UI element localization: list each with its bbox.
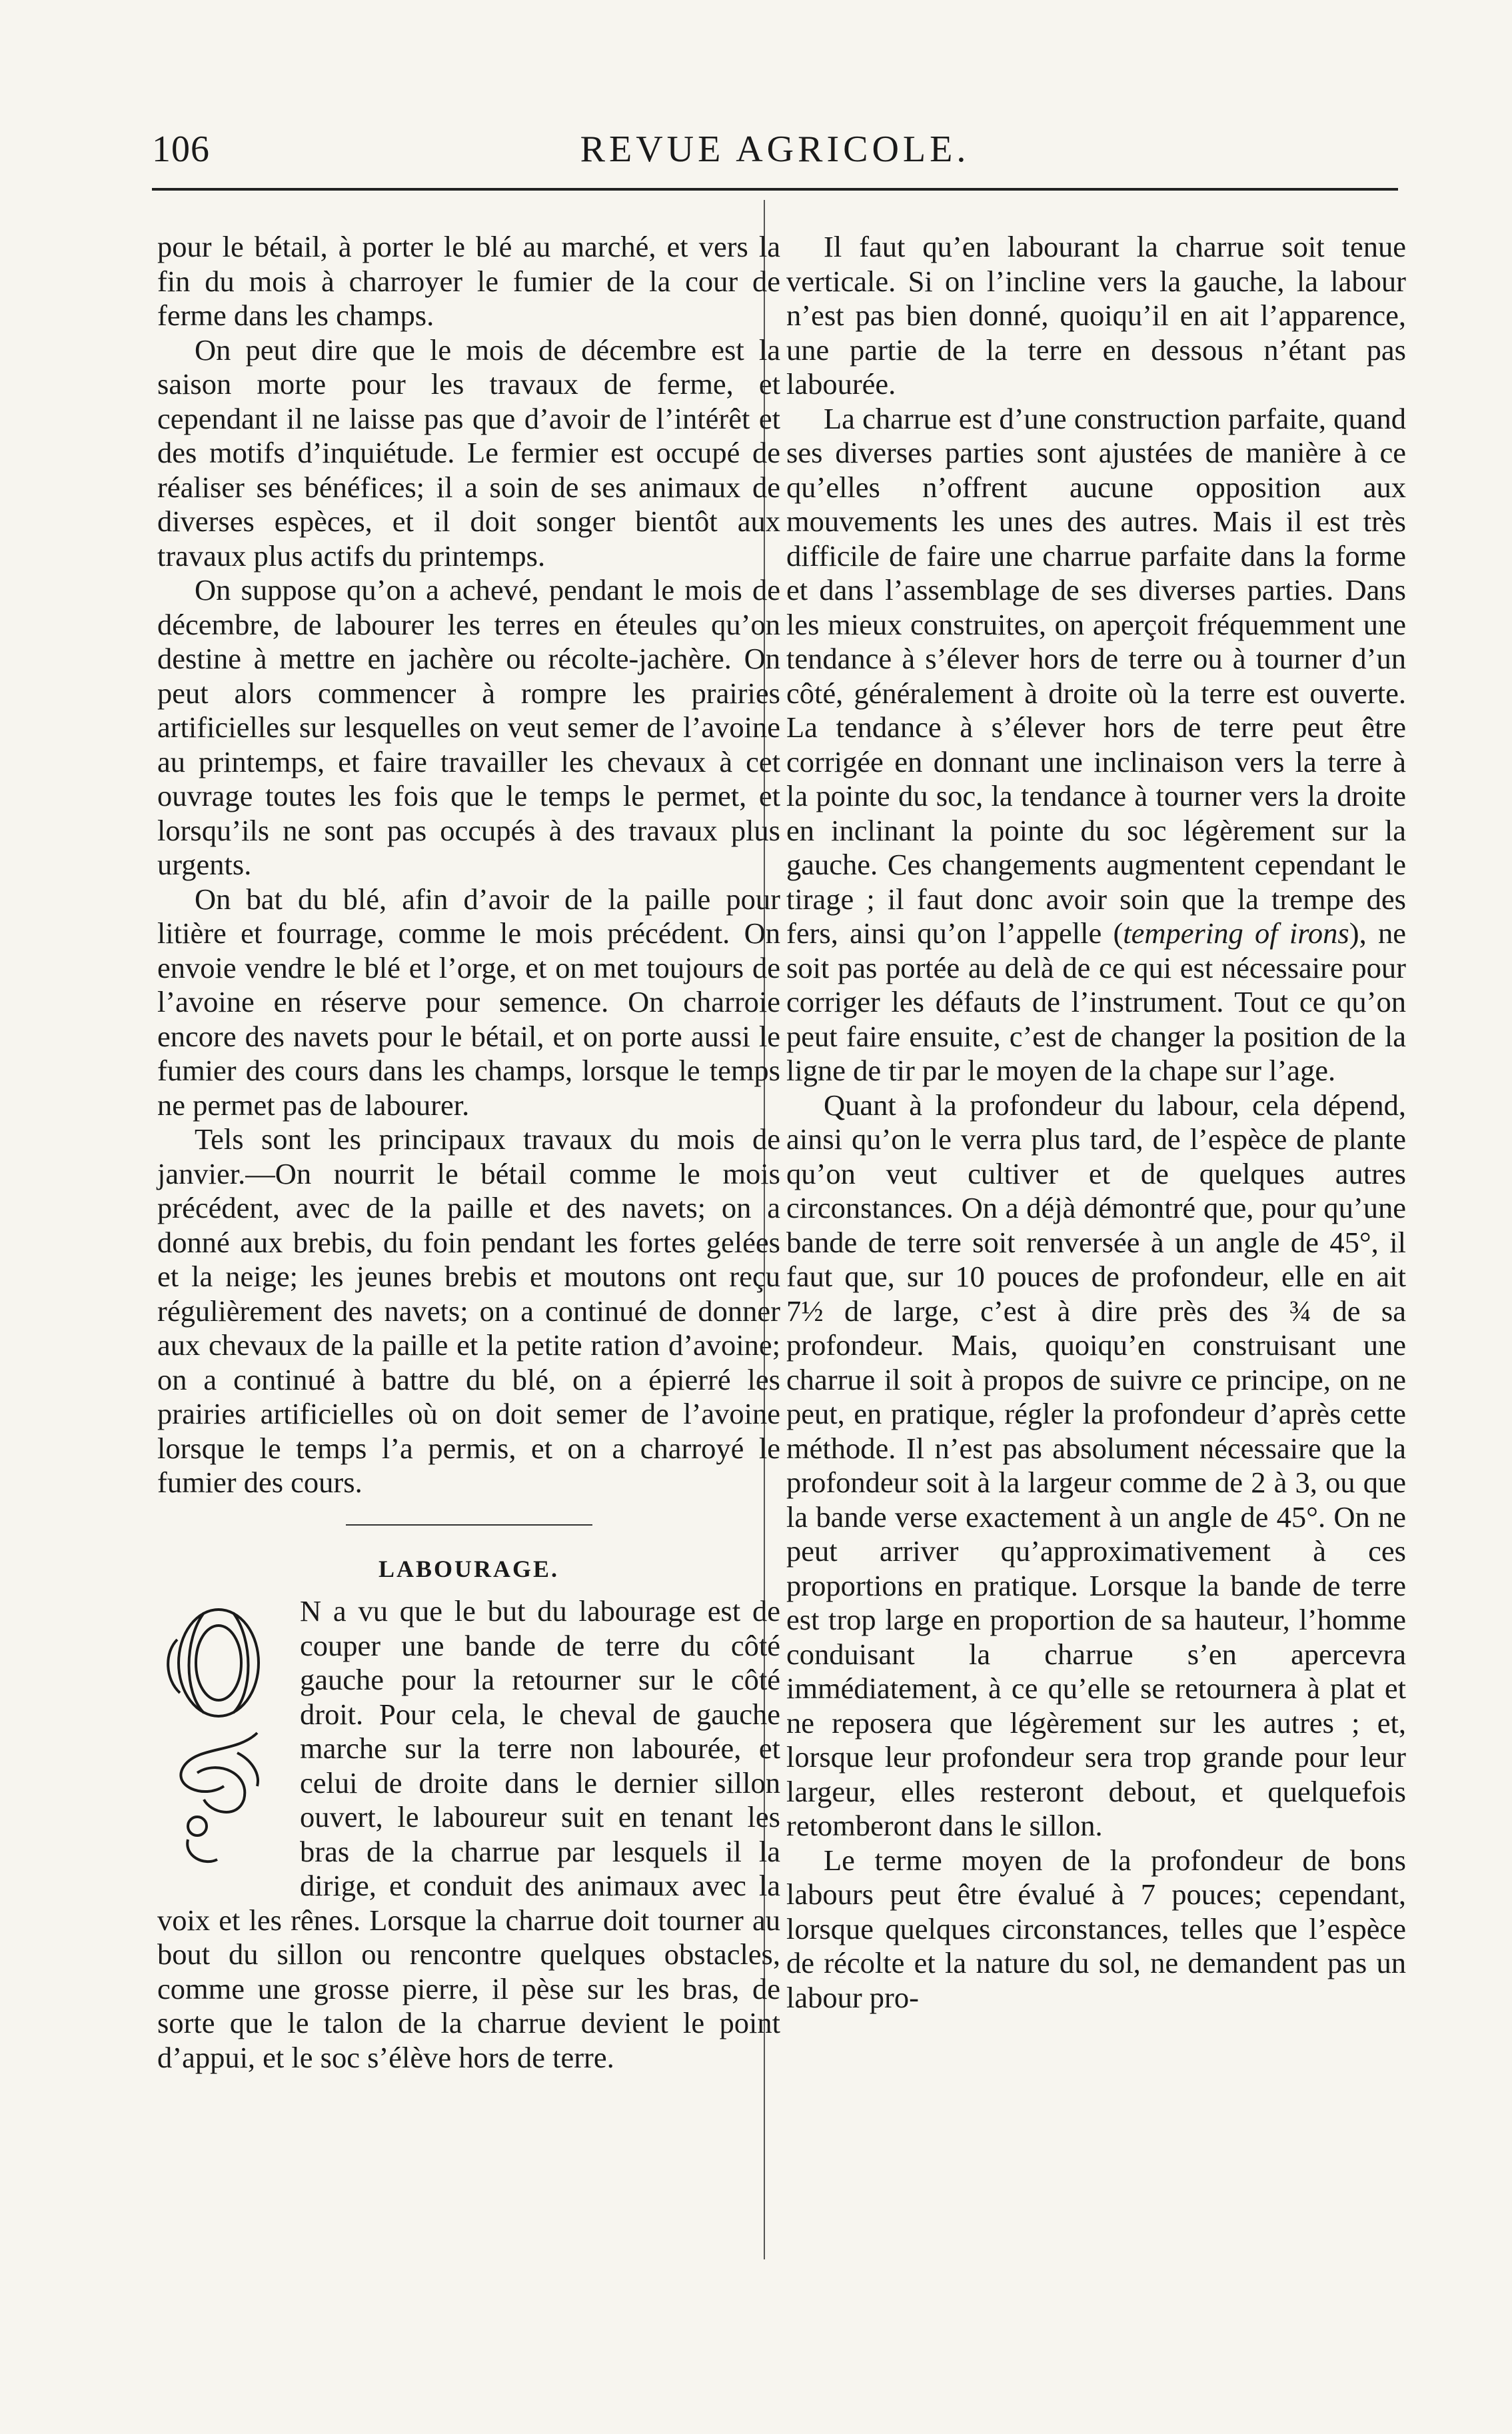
header-rule bbox=[152, 188, 1398, 191]
paragraph: On bat du blé, afin d’avoir de la paille pour litière et fourrage, comme le mois précédent. On envoie vendre le blé et l’orge, et on met toujours de l’avoine en réserve pour semence. On charroie encore des navets pour le bétail, et on porte aussi le fumier des cours dans les champs, lorsque le temps ne permet pas de labourer. bbox=[157, 882, 780, 1122]
paragraph: On suppose qu’on a achevé, pendant le mois de décembre, de labourer les terres en éteules qu’on destine à mettre en jachère ou récolte-jachère. On peut alors commencer à rompre les prairies artificielles sur lesquelles on veut semer de l’avoine au printemps, et faire travailler les chevaux à cet ouvrage toutes les fois que le temps le permet, et lorsqu’ils ne sont pas occupés à des travaux plus urgents. bbox=[157, 573, 780, 881]
paragraph-text: La charrue est d’une construction parfaite, quand ses diverses parties sont ajustées de manière à ce qu’elles n’offrent aucune opposition aux mouvements les unes des autres. Mais il est très difficile de faire une charrue parfaite dans la forme et dans l’assemblage de ses diverses parties. Dans les mieux construites, on aperçoit fréquemment une tendance à s’élever hors de terre ou à tourner d’un côté, généralement à droite où la terre est ouverte. La tendance à s’élever hors de terre peut être corrigée en donnant une inclinaison vers la terre à la pointe du soc, la tendance à tourner vers la droite en inclinant la pointe du soc légèrement sur la gauche. Ces changements augmentent cependant le tirage ; il faut donc avoir soin que la trempe des fers, ainsi qu’on l’appelle ( bbox=[786, 401, 1406, 950]
section-rule bbox=[346, 1524, 592, 1526]
italic-phrase: tempering of irons bbox=[1123, 916, 1349, 950]
paragraph: Il faut qu’en labourant la charrue soit tenue verticale. Si on l’incline vers la gauche, la labour n’est pas bien donné, quoiqu’il en ait l’apparence, une partie de la terre en dessous n’étant pas labourée. bbox=[786, 230, 1406, 401]
paragraph: On peut dire que le mois de décembre est la saison morte pour les travaux de ferme, et cependant il ne laisse pas que d’avoir de l’intérêt et des motifs d’inquiétude. Le fermier est occupé de réaliser ses bénéfices; il a soin de ses animaux de diverses espèces, et il doit songer bientôt aux travaux plus actifs du printemps. bbox=[157, 333, 780, 573]
ornamental-drop-cap-O-icon bbox=[157, 1600, 281, 1879]
paragraph bbox=[786, 402, 1406, 1088]
right-column bbox=[786, 230, 1406, 2015]
paragraph: Le terme moyen de la profondeur de bons labours peut être évalué à 7 pouces; cependant, lorsque quelques circonstances, telles que l’espèce de récolte et la nature du sol, ne demandent pas un labour pro- bbox=[786, 1843, 1406, 2014]
page-number: 106 bbox=[152, 129, 210, 170]
running-title: REVUE AGRICOLE. bbox=[580, 129, 970, 170]
left-column bbox=[157, 230, 780, 2075]
paragraph: Quant à la profondeur du labour, cela dépend, ainsi qu’on le verra plus tard, de l’espèce de plante qu’on veut cultiver et de quelques autres circonstances. On a déjà démontré que, pour qu’une bande de terre soit renversée à un angle de 45°, il faut que, sur 10 pouces de profondeur, elle en ait 7½ de large, c’est à dire près des ¾ de sa profondeur. Mais, quoiqu’en construisant une charrue il soit à propos de suivre ce principe, on ne peut, en pratique, régler la profondeur d’après cette méthode. Il n’est pas absolument nécessaire que la profondeur soit à la largeur comme de 2 à 3, ou que la bande verse exactement à un angle de 45°. On ne peut arriver qu’approximativement à ces proportions en pratique. Lorsque la bande de terre est trop large en proportion de sa hauteur, l’homme conduisant la charrue s’en apercevra immédiatement, à ce qu’elle se retournera à plat et ne reposera que légèrement sur les autres ; et, lorsque leur profondeur sera trop grande pour leur largeur, elles resteront debout, et quelquefois retomberont dans le sillon. bbox=[786, 1088, 1406, 1842]
paragraph-text: ), ne soit pas portée au delà de ce qui est nécessaire pour corriger les défauts de l’instrument. Tout ce qu’on peut faire ensuite, c’est de changer la position de la ligne de tir par le moyen de la chape sur l’age. bbox=[786, 916, 1406, 1087]
paragraph: Tels sont les principaux travaux du mois de janvier.—On nourrit le bétail comme le mois précédent, avec de la paille et des navets; on a donné aux brebis, du foin pendant les fortes gelées et la neige; les jeunes brebis et moutons ont reçu régulièrement des navets; on a continué de donner aux chevaux de la paille et la petite ration d’avoine; on a continué à battre du blé, on a épierré les prairies artificielles où on doit semer de l’avoine lorsque le temps l’a permis, et on a charroyé le fumier des cours. bbox=[157, 1122, 780, 1499]
section-heading: LABOURAGE. bbox=[378, 1555, 560, 1582]
paragraph: pour le bétail, à porter le blé au marché, et vers la fin du mois à charroyer le fumier de la cour de ferme dans les champs. bbox=[157, 230, 780, 332]
section-paragraph: N a vu que le but du labourage est de couper une bande de terre du côté gauche pour la retourner sur le côté droit. Pour cela, le cheval de gauche marche sur la terre non labourée, et celui de droite dans le dernier sillon ouvert, le laboureur suit en tenant les bras de la charrue par lesquels il la dirige, et conduit des animaux avec la voix et les rênes. Lorsque la charrue doit tourner au bout du sillon ou rencontre quelques obstacles, comme une grosse pierre, il pèse sur les bras, de sorte que le talon de la charrue devient le point d’appui, et le soc s’élève hors de terre. bbox=[157, 1594, 780, 2074]
page-header bbox=[152, 107, 1398, 180]
